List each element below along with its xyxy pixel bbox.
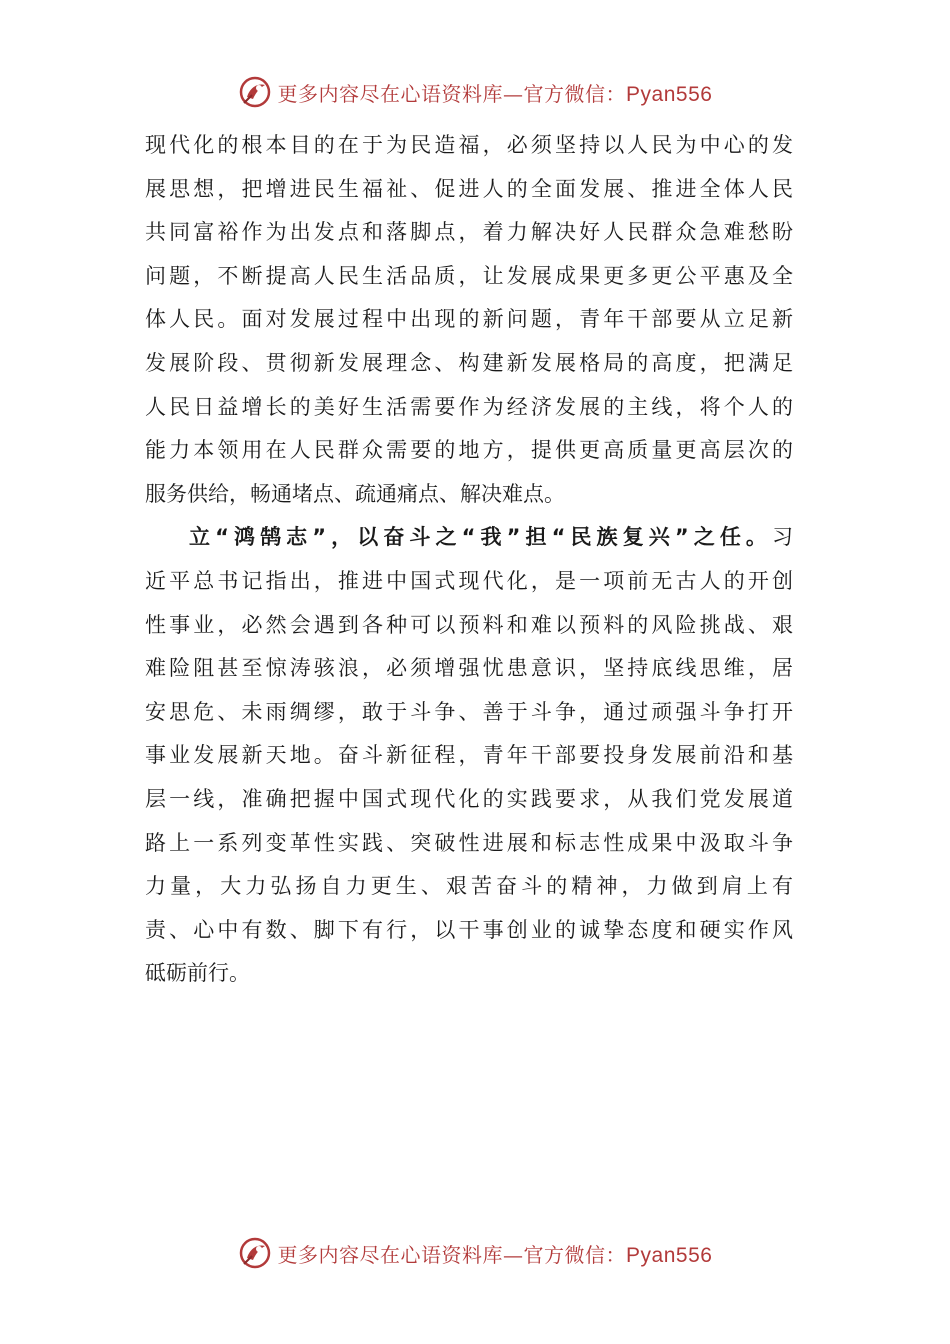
header-text: 更多内容尽在心语资料库—官方微信：Pyan556 [277, 81, 713, 106]
paragraph-heading: 立“鸿鹄志”，以奋斗之“我”担“民族复兴”之任。 [189, 525, 772, 550]
text-line: 难险阻甚至惊涛骇浪，必须增强忧患意识，坚持底线思维，居 [145, 656, 793, 681]
text-line: 性事业，必然会遇到各种可以预料和难以预料的风险挑战、艰 [145, 612, 793, 637]
text-line: 砥砺前行。 [145, 961, 250, 986]
text-fragment: 习 [772, 525, 793, 550]
text-line: 安思危、未雨绸缪，敢于斗争、善于斗争，通过顽强斗争打开 [145, 699, 793, 724]
text-line: 发展阶段、贯彻新发展理念、构建新发展格局的高度，把满足 [145, 350, 793, 375]
text-line: 人民日益增长的美好生活需要作为经济发展的主线，将个人的 [145, 394, 793, 419]
logo-icon [238, 75, 272, 109]
text-line: 路上一系列变革性实践、突破性进展和标志性成果中汲取斗争 [145, 830, 793, 855]
document-body [145, 124, 793, 996]
text-line: 服务供给，畅通堵点、疏通痛点、解决难点。 [145, 481, 565, 506]
paragraph-heading-line [145, 516, 793, 560]
text-line: 现代化的根本目的在于为民造福，必须坚持以人民为中心的发 [145, 133, 793, 157]
text-line: 展思想，把增进民生福祉、促进人的全面发展、推进全体人民 [145, 176, 793, 201]
text-line: 层一线，准确把握中国式现代化的实践要求，从我们党发展道 [145, 786, 793, 811]
logo-icon [238, 1236, 272, 1270]
footer-text: 更多内容尽在心语资料库—官方微信：Pyan556 [277, 1242, 713, 1267]
text-line: 共同富裕作为出发点和落脚点，着力解决好人民群众急难愁盼 [145, 220, 793, 245]
text-line: 事业发展新天地。奋斗新征程，青年干部要投身发展前沿和基 [145, 743, 793, 768]
header-banner [0, 72, 950, 112]
text-line: 力量，大力弘扬自力更生、艰苦奋斗的精神，力做到肩上有 [145, 874, 793, 899]
text-line: 体人民。面对发展过程中出现的新问题，青年干部要从立足新 [145, 307, 793, 332]
text-line: 责、心中有数、脚下有行，以干事创业的诚挚态度和硬实作风 [145, 917, 793, 942]
text-line: 问题，不断提高人民生活品质，让发展成果更多更公平惠及全 [145, 263, 793, 288]
text-line: 能力本领用在人民群众需要的地方，提供更高质量更高层次的 [145, 438, 793, 463]
text-line: 近平总书记指出，推进中国式现代化，是一项前无古人的开创 [145, 568, 793, 593]
footer-banner [0, 1233, 950, 1273]
